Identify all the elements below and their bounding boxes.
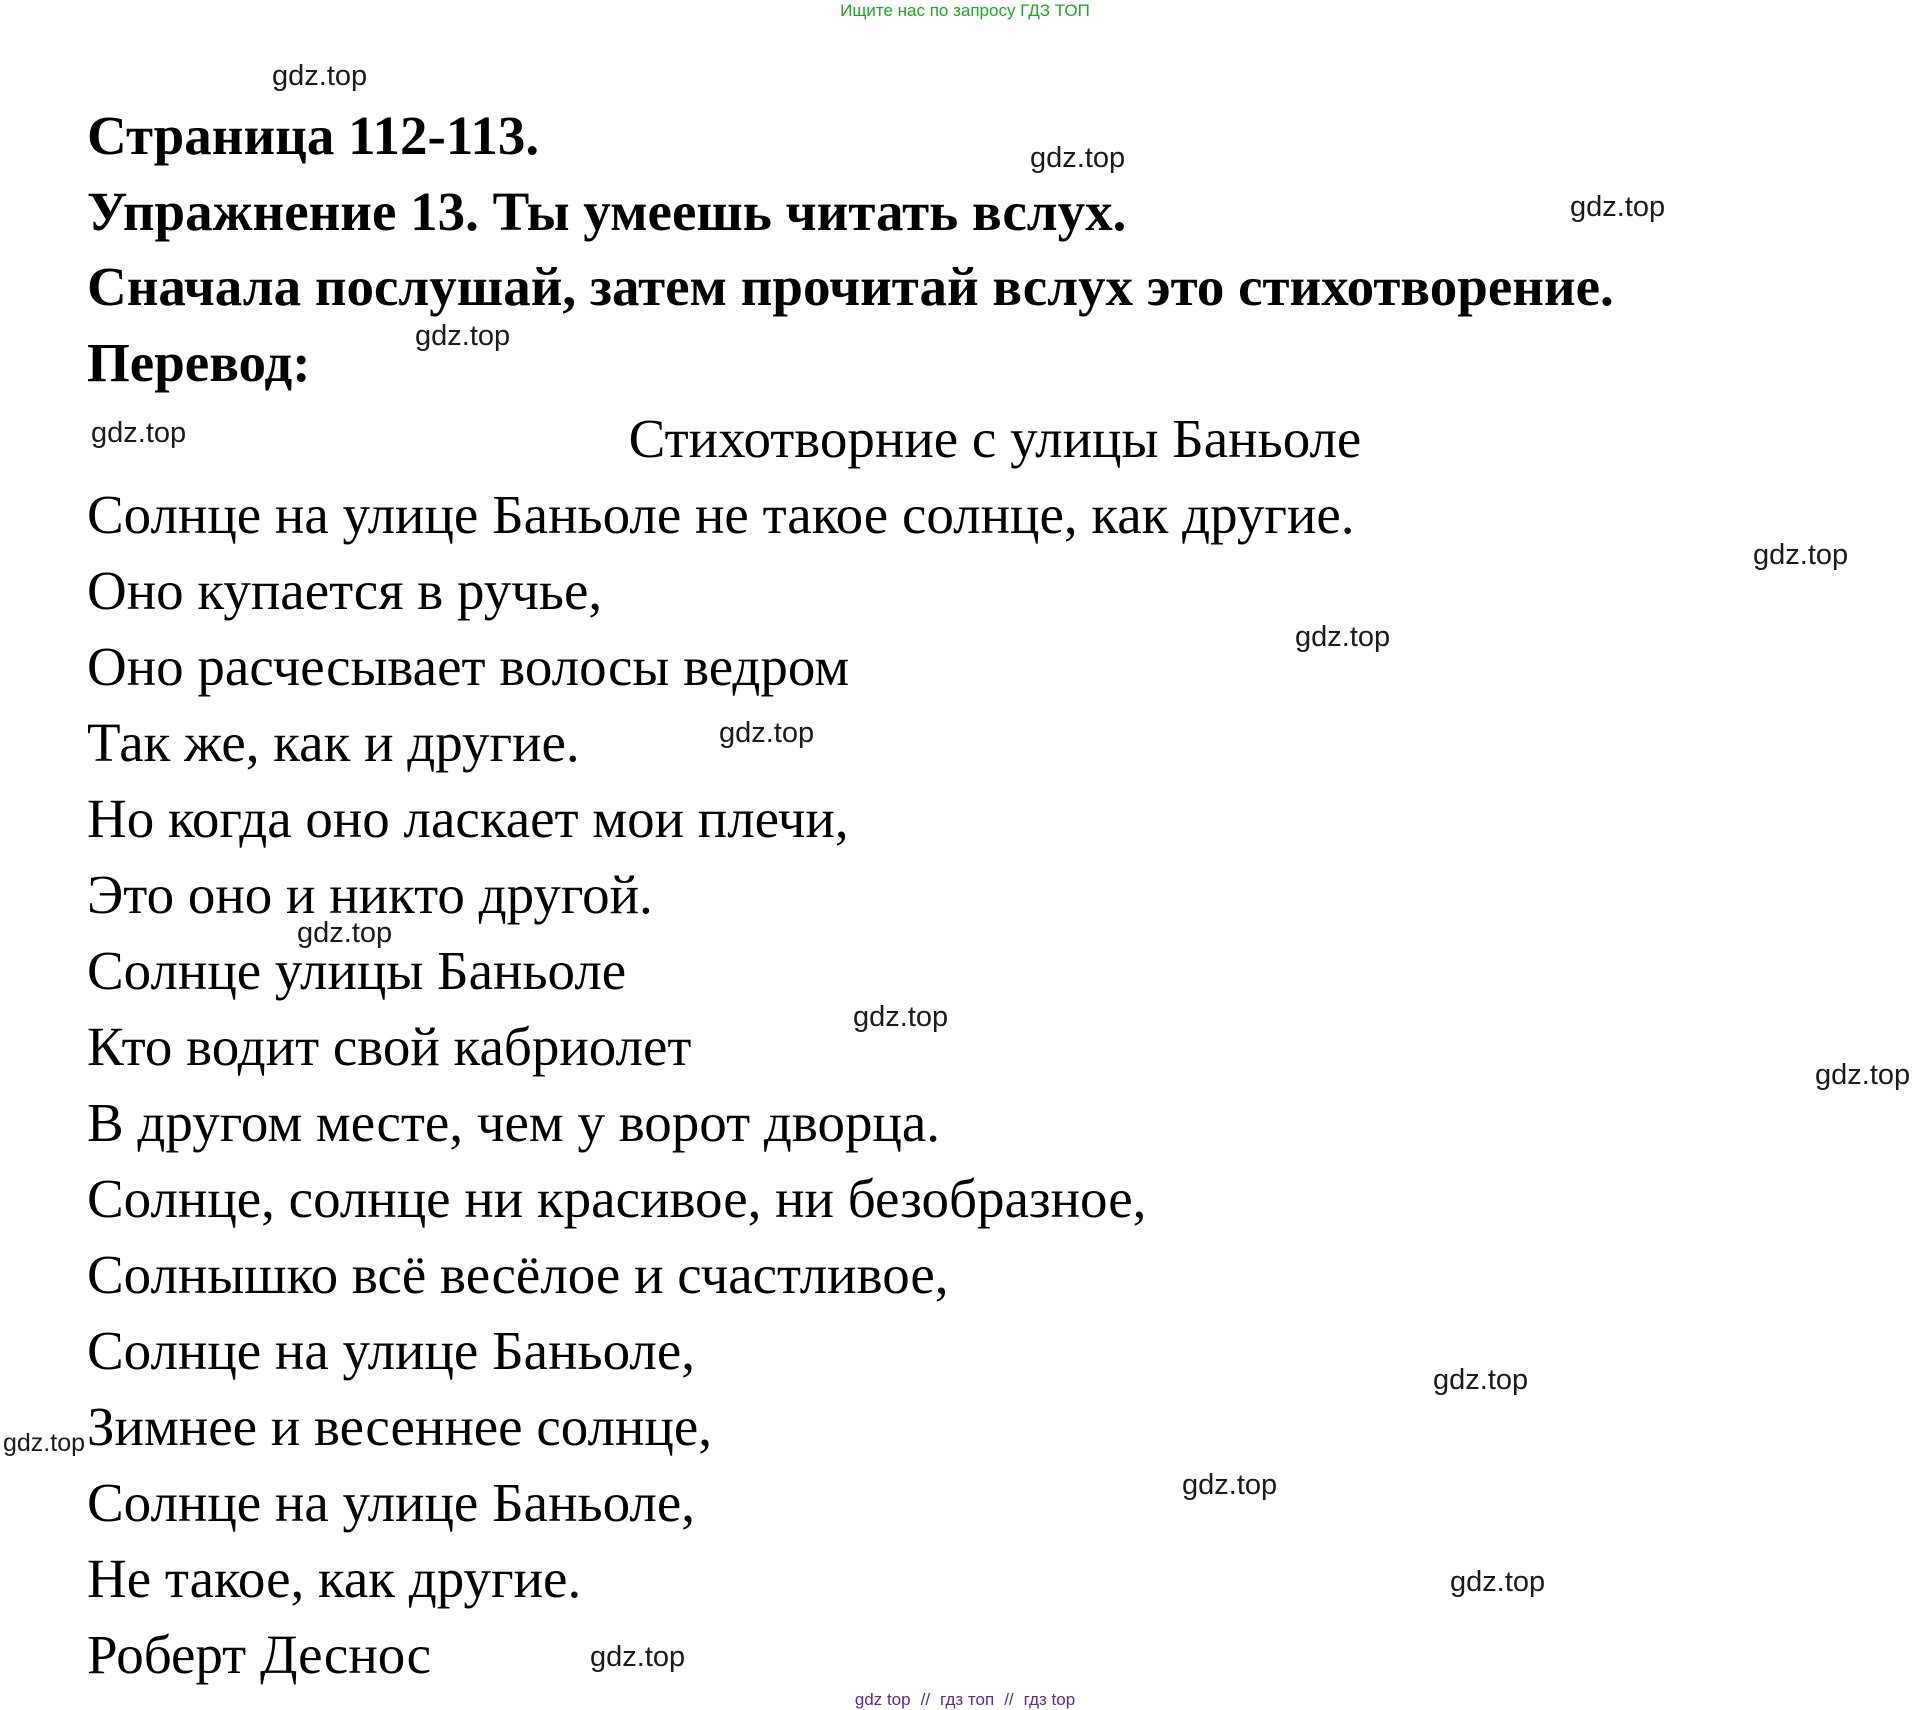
poem-line: Солнце на улице Баньоле,	[87, 1472, 695, 1533]
poem-line: Солнышко всё весёлое и счастливое,	[87, 1244, 949, 1305]
poem-line: Но когда оно ласкает мои плечи,	[87, 788, 849, 849]
poem-line: В другом месте, чем у ворот дворца.	[87, 1092, 941, 1153]
bottom-separator: //	[920, 1690, 931, 1709]
poem-line: Солнце на улице Баньоле,	[87, 1320, 695, 1381]
bottom-link[interactable]: гдз top	[1023, 1690, 1076, 1709]
watermark: gdz.top	[719, 717, 815, 749]
poem-title: Стихотворние с улицы Баньоле	[628, 408, 1362, 469]
poem-line: Так же, как и другие.	[87, 712, 580, 773]
watermark: gdz.top	[1182, 1469, 1278, 1501]
watermark: gdz.top	[1815, 1059, 1911, 1091]
watermark: gdz.top	[91, 417, 187, 449]
top-banner[interactable]: Ищите нас по запросу ГДЗ ТОП	[840, 1, 1090, 20]
poem-line: Солнце улицы Баньоле	[87, 940, 627, 1001]
watermark: gdz.top	[1295, 621, 1391, 653]
watermark: gdz.top	[853, 1001, 949, 1033]
bottom-banner	[0, 1690, 1930, 1710]
watermark: gdz.top	[1030, 142, 1126, 174]
bottom-link[interactable]: гдз топ	[940, 1690, 995, 1709]
watermark: gdz.top	[415, 320, 511, 352]
poem-line: Солнце на улице Баньоле не такое солнце, как другие.	[87, 484, 1355, 545]
poem-line: Это оно и никто другой.	[87, 864, 653, 925]
watermark: gdz.top	[3, 1429, 86, 1457]
watermark: gdz.top	[590, 1641, 686, 1673]
poem-line: Солнце, солнце ни красивое, ни безобразное,	[87, 1168, 1147, 1229]
poem-line: Оно расчесывает волосы ведром	[87, 636, 850, 697]
instruction-heading: Сначала послушай, затем прочитай вслух это стихотворение.	[87, 256, 1614, 317]
poem-author: Роберт Деснос	[87, 1624, 432, 1685]
watermark: gdz.top	[297, 917, 393, 949]
bottom-link[interactable]: gdz top	[854, 1690, 911, 1709]
translation-label: Перевод:	[87, 332, 311, 393]
poem-line: Оно купается в ручье,	[87, 560, 603, 621]
page-number-heading: Страница 112-113.	[87, 105, 540, 166]
poem-line: Кто водит свой кабриолет	[87, 1016, 692, 1077]
watermark: gdz.top	[272, 60, 368, 92]
watermark: gdz.top	[1753, 539, 1849, 571]
watermark: gdz.top	[1433, 1364, 1529, 1396]
watermark: gdz.top	[1450, 1566, 1546, 1598]
watermark: gdz.top	[1570, 191, 1666, 223]
bottom-separator: //	[1004, 1690, 1014, 1709]
poem-line: Не такое, как другие.	[87, 1548, 582, 1609]
exercise-heading: Упражнение 13. Ты умеешь читать вслух.	[87, 181, 1127, 242]
poem-line: Зимнее и весеннее солнце,	[87, 1396, 713, 1457]
